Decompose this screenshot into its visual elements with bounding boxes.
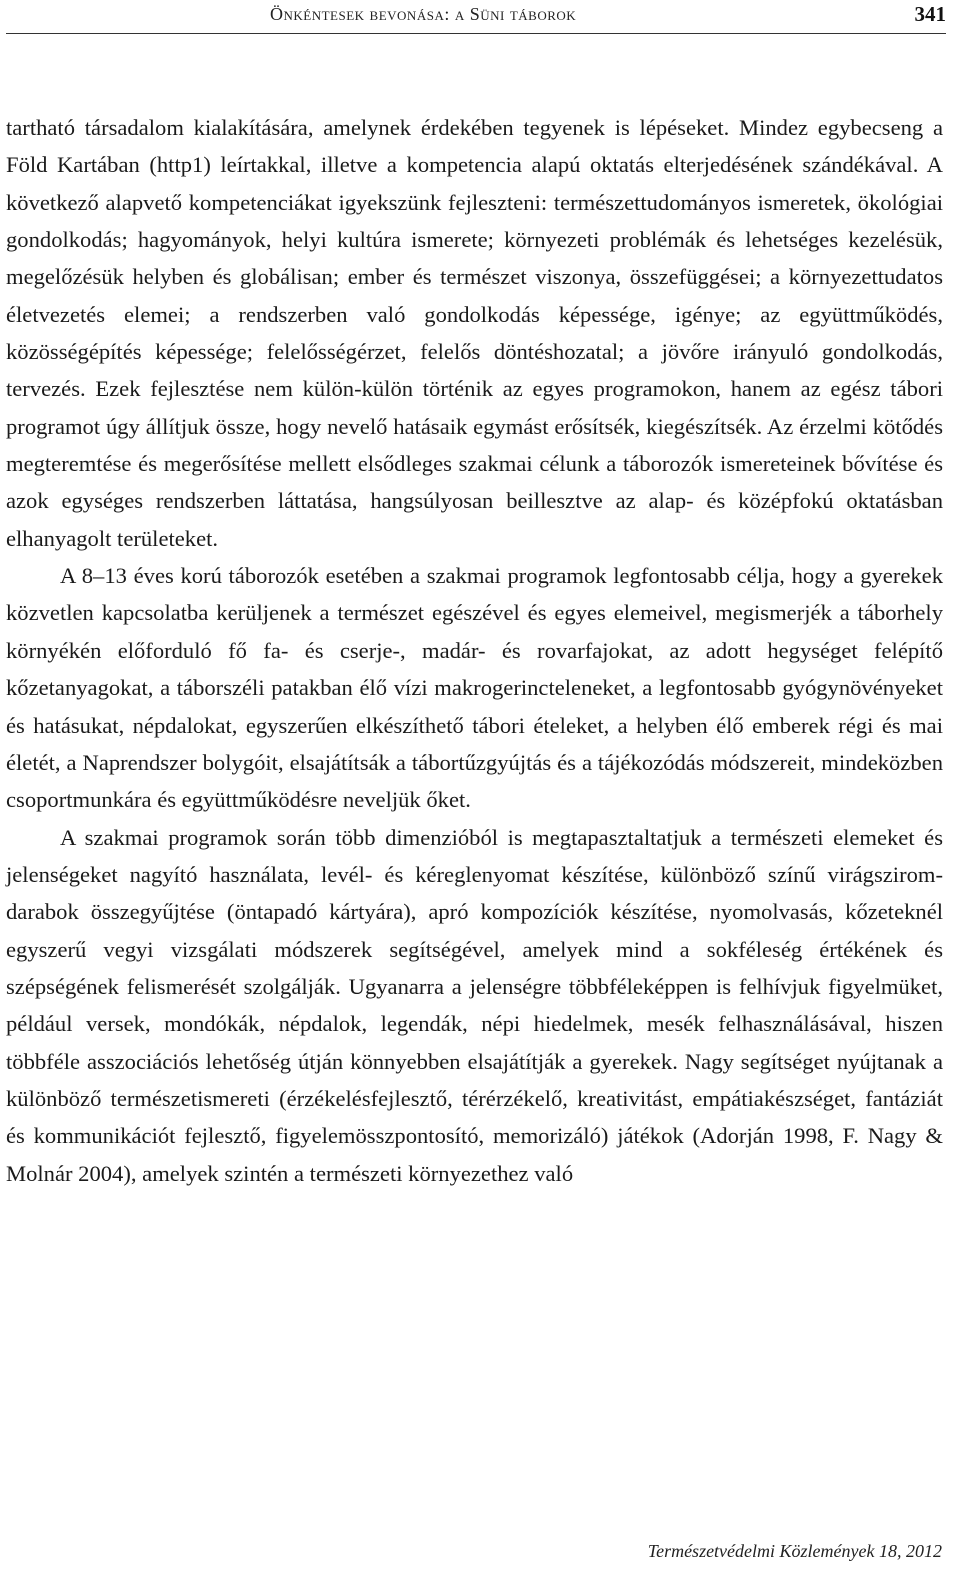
running-header [6,0,946,34]
journal-footer: Természetvédelmi Közlemények 18, 2012 [647,1541,942,1561]
running-title: Önkéntesek bevonása: a Süni táborok [270,4,577,24]
paragraph-program-methods: A szakmai programok során több dimenzióból is megtapasztaltatjuk a természeti elemeket és jelenségeket nagyító használata, levél- és kéreglenyomat készítése, különböző színű virágszirom-darabok összegyűjtése (öntapadó kártyára), apró kompozíciók készítése, nyomolvasás, kőzeteknél egyszerű vegyi vizsgálati módszerek segítségével, amelyek mind a sokféleség értékének és szépségének felismerését szolgálják. Ugyanarra a jelenségre többféleképpen is felhívjuk figyelmüket, például versek, mondókák, népdalok, legendák, népi hiedelmek, mesék felhasználásával, hiszen többféle asszociációs lehetőség útján könnyebben elsajátítják a gyerekek. Nagy segítséget nyújtanak a különböző természetismereti (érzékelésfejlesztő, térérzékelő, kreativitást, empátiakészséget, fantáziát és kommunikációt fejlesztő, figyelemösszpontosító, memorizáló) játékok (Adorján 1998, F. Nagy & Molnár 2004), amelyek szintén a természeti környezethez való [6,824,943,1186]
article-body [6,109,943,1192]
paragraph-competencies: tartható társadalom kialakítására, amelynek érdekében tegyenek is lépéseket. Mindez egybecseng a Föld Kartában (http1) leírtakkal, illetve a kompetencia alapú oktatás elterjedésének szándékával. A következő alapvető kompetenciákat igyekszünk fejleszteni: természettudományos ismeretek, ökológiai gondolkodás; hagyományok, helyi kultúra ismerete; környezeti problémák és lehetséges kezelésük, megelőzésük helyben és globálisan; ember és természet viszonya, összefüggései; a környezettudatos életvezetés elemei; a rendszerben való gondolkodás képessége, igénye; az együttműködés, közösségépítés képessége; felelősségérzet, felelős döntéshozatal; a jövőre irányuló gondolkodás, tervezés. Ezek fejlesztése nem külön-külön történik az egyes programokon, hanem az egész tábori programot úgy állítjuk össze, hogy nevelő hatásaik egymást erősítsék, kiegészítsék. Az érzelmi kötődés megteremtése és megerősítése mellett elsődleges szakmai célunk a táborozók ismereteinek bővítése és azok egységes rendszerben láttatása, hangsúlyosan beillesztve az alap- és középfokú oktatásban elhanyagolt területeket. [6,115,943,551]
page-number: 341 [914,2,946,26]
paragraph-program-goals: A 8–13 éves korú táborozók esetében a szakmai programok legfontosabb célja, hogy a gyerekek közvetlen kapcsolatba kerüljenek a természet egészével és egyes elemeivel, megismerjék a táborhely környékén előforduló fő fa- és cserje-, madár- és rovarfajokat, az adott hegységet felépítő kőzetanyagokat, a táborszéli patakban élő vízi makrogerincteleneket, a legfontosabb gyógynövényeket és hatásukat, népdalokat, egyszerűen elkészíthető tábori ételeket, a helyben élő emberek régi és mai életét, a Naprendszer bolygóit, elsajátítsák a tábortűzgyújtás és a tájékozódás módszereit, mindeközben csoportmunkára és együttműködésre neveljük őket. [6,563,943,813]
